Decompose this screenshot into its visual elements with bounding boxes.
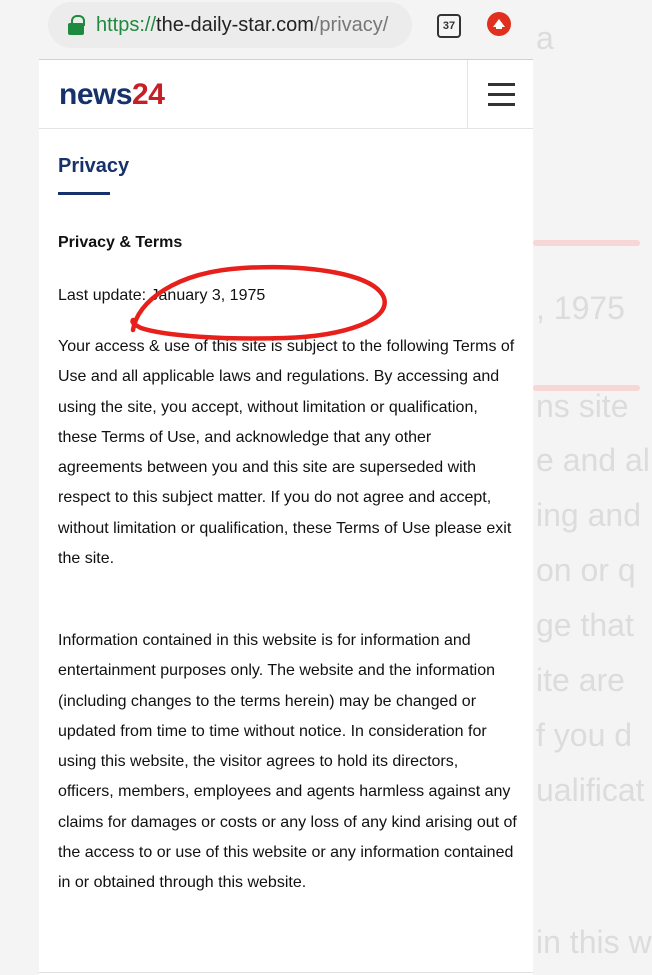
terms-paragraph-2: Information contained in this website is for information and entertainment purposes only. The website and the information (including changes to the terms herein) may be changed or updated from time to time without notice. In consideration for using this website, the visitor agrees to hold its directors, officers, members, employees and agents harmless against any claims for damages or costs or any loss of any kind arising out of the access to or use of this website or any information contained in or obtained through this website. [58, 632, 517, 892]
web-page [39, 59, 533, 975]
menu-icon [488, 83, 515, 86]
background-ghost-text: in this w [536, 924, 652, 960]
background-ghost-text: e and al [536, 442, 650, 478]
lock-icon [68, 15, 86, 35]
background-ghost-text: a [536, 20, 554, 56]
background-ghost-text: ing and [536, 497, 641, 533]
background-ghost-text: , 1975 [536, 290, 625, 326]
section-title: Privacy [58, 155, 130, 177]
last-updated-text: Last update: January 3, 1975 [58, 287, 266, 304]
divider [39, 972, 533, 973]
terms-paragraph-1: Your access & use of this site is subject to the following Terms of Use and all applicable laws and regulations. By accessing and using the site, you accept, without limitation or qualification, these Terms of Use, and acknowledge that any other agreements between you and this site are superseded with respect to this subject matter. If you do not agree and accept, without limitation or qualification, these Terms of Use please exit the site. [58, 338, 515, 568]
address-bar[interactable] [48, 2, 412, 48]
background-ghost-text: ns site [536, 388, 629, 424]
section-underline [58, 192, 110, 195]
background-ghost-line [533, 240, 640, 246]
hamburger-menu-button[interactable] [467, 60, 534, 128]
background-ghost-text: ge that [536, 607, 634, 643]
menu-icon-bar [488, 103, 515, 106]
menu-icon-bar [488, 93, 515, 96]
upload-extension-icon[interactable] [487, 12, 511, 36]
tab-switcher-button[interactable] [437, 14, 461, 38]
background-ghost-text: ualificat [536, 772, 645, 808]
url-text: https://the-daily-star.com/privacy/ [96, 13, 389, 36]
background-ghost-text: ite are [536, 662, 625, 698]
background-ghost-text: f you d [536, 717, 633, 753]
background-ghost-text: on or q [536, 552, 636, 588]
tab-count: 37 [442, 20, 456, 32]
site-header [39, 60, 533, 129]
page-heading: Privacy & Terms [58, 234, 183, 251]
site-logo[interactable]: news24 [59, 78, 165, 111]
